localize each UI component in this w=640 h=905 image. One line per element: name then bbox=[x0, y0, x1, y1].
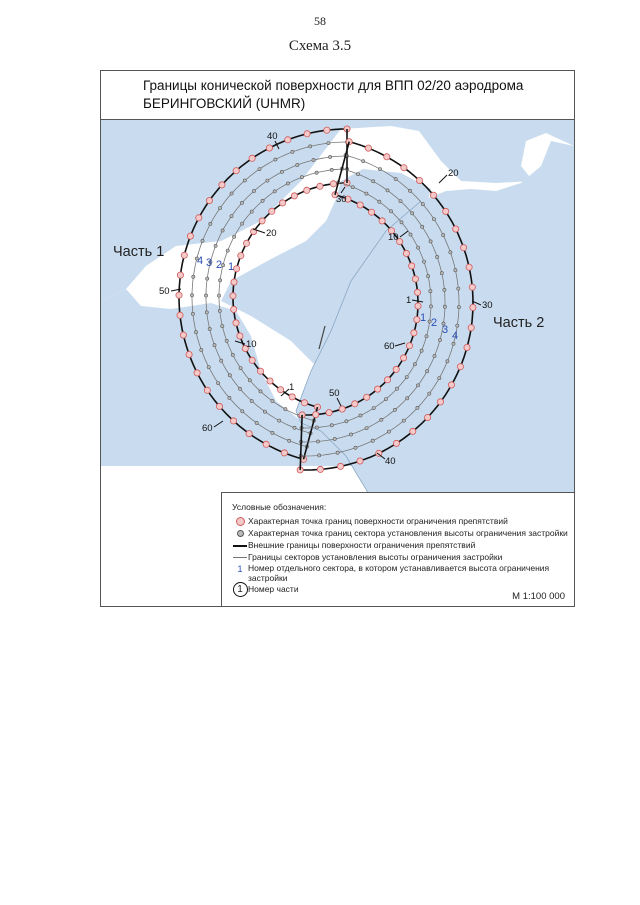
part2-obstacle-point bbox=[437, 399, 443, 405]
part1-sector-point bbox=[231, 353, 234, 356]
part2-sector-point bbox=[362, 160, 365, 163]
part2-obstacle-point bbox=[411, 330, 417, 336]
part1-sector-4: 4 bbox=[197, 255, 204, 267]
part2-sector-point bbox=[429, 240, 432, 243]
part2-obstacle-point bbox=[403, 250, 409, 256]
part1-sector-point bbox=[273, 190, 276, 193]
legend-title: Условные обозначения: bbox=[232, 502, 327, 512]
part2-sector-point bbox=[433, 354, 436, 357]
part2-sector-point bbox=[393, 408, 396, 411]
part1-sector-point bbox=[312, 158, 315, 161]
obstacle-point-symbol-icon bbox=[236, 517, 245, 526]
part2-sector-point bbox=[399, 200, 402, 203]
part2-obstacle-point bbox=[464, 344, 470, 350]
part1-obstacle-point bbox=[233, 168, 239, 174]
part2-obstacle-point bbox=[393, 366, 399, 372]
part2-sector-point bbox=[411, 212, 414, 215]
part2-obstacle-point bbox=[365, 145, 371, 151]
part2-obstacle-point bbox=[412, 276, 418, 282]
legend-row-sector-point: Характерная точка границ сектора установления высоты ограничения застройки bbox=[232, 528, 568, 540]
part1-sector-point bbox=[217, 294, 220, 297]
part1-sector-point bbox=[218, 207, 221, 210]
p1-label-50: 50 bbox=[159, 286, 170, 297]
part2-obstacle-point bbox=[410, 428, 416, 434]
part1-sector-point bbox=[194, 331, 197, 334]
part-1-label: Часть 1 bbox=[113, 244, 165, 260]
part2-sector-point bbox=[442, 234, 445, 237]
part1-obstacle-point bbox=[243, 240, 249, 246]
part1-sector-point bbox=[315, 171, 318, 174]
part2-sector-point bbox=[440, 272, 443, 275]
part1-sector-point bbox=[239, 367, 242, 370]
part1-obstacle-point bbox=[304, 131, 310, 137]
part1-obstacle-point bbox=[278, 387, 284, 393]
part1-obstacle-point bbox=[187, 233, 193, 239]
part1-obstacle-point bbox=[186, 351, 192, 357]
part2-sector-point bbox=[432, 218, 435, 221]
part1-obstacle-point bbox=[301, 400, 307, 406]
part1-obstacle-point bbox=[280, 200, 286, 206]
legend-row-obstacle-point: Характерная точка границ поверхности ограничения препятствий bbox=[232, 516, 508, 528]
part1-obstacle-point bbox=[194, 370, 200, 376]
part1-sector-point bbox=[280, 170, 283, 173]
part2-sector-point bbox=[316, 440, 319, 443]
part2-sector-point bbox=[416, 406, 419, 409]
part1-sector-point bbox=[190, 294, 193, 297]
part2-sector-point bbox=[413, 363, 416, 366]
part2-obstacle-point bbox=[384, 154, 390, 160]
part2-sector-point bbox=[378, 200, 381, 203]
part2-obstacle-point bbox=[461, 245, 467, 251]
part2-sector-point bbox=[386, 189, 389, 192]
part2-sector-point bbox=[417, 246, 420, 249]
part1-obstacle-point bbox=[324, 127, 330, 133]
page-number: 58 bbox=[314, 14, 326, 28]
part2-sector-point bbox=[416, 384, 419, 387]
part1-sector-point bbox=[230, 215, 233, 218]
part1-obstacle-point bbox=[177, 312, 183, 318]
part2-obstacle-point bbox=[375, 386, 381, 392]
part1-obstacle-point bbox=[216, 403, 222, 409]
part1-sector-point bbox=[250, 399, 253, 402]
part2-sector-point bbox=[349, 433, 352, 436]
part2-obstacle-point bbox=[364, 394, 370, 400]
scheme-title: Схема 3.5 bbox=[288, 38, 352, 54]
part1-sector-point bbox=[209, 222, 212, 225]
part2-sector-point bbox=[356, 173, 359, 176]
part2-sector-point bbox=[318, 454, 321, 457]
part1-sector-1: 1 bbox=[228, 261, 235, 273]
part2-obstacle-point bbox=[406, 343, 412, 349]
map-title: Границы конической поверхности для ВПП 02/20 аэродрома БЕРИНГОВСКИЙ (UHMR) bbox=[143, 78, 524, 111]
part2-sector-point bbox=[372, 180, 375, 183]
p1-label-20: 20 bbox=[266, 228, 277, 239]
part2-obstacle-point bbox=[415, 303, 421, 309]
p2-label-40: 40 bbox=[385, 456, 396, 467]
map-frame bbox=[100, 70, 575, 607]
p2-label-1: 1 bbox=[406, 295, 412, 306]
part2-sector-point bbox=[422, 260, 425, 263]
p2-label-20: 20 bbox=[448, 168, 459, 179]
part1-sector-point bbox=[271, 431, 274, 434]
part1-sector-point bbox=[250, 210, 253, 213]
part2-sector-point bbox=[454, 269, 457, 272]
part2-sector-1: 1 bbox=[420, 312, 427, 324]
part1-sector-point bbox=[241, 410, 244, 413]
part1-sector-point bbox=[228, 374, 231, 377]
part1-sector-point bbox=[225, 339, 228, 342]
sector-number-symbol: 1 bbox=[237, 563, 243, 574]
part2-sector-point bbox=[438, 377, 441, 380]
part1-sector-point bbox=[266, 179, 269, 182]
part2-obstacle-point bbox=[409, 263, 415, 269]
part1-obstacle-point bbox=[196, 215, 202, 221]
part2-sector-4: 4 bbox=[452, 330, 459, 342]
part1-obstacle-point bbox=[238, 253, 244, 259]
part2-obstacle-point bbox=[416, 177, 422, 183]
p1-label-10: 10 bbox=[246, 339, 257, 350]
part1-sector-point bbox=[238, 387, 241, 390]
part2-sector-point bbox=[330, 424, 333, 427]
part1-sector-point bbox=[248, 379, 251, 382]
part2-sector-point bbox=[315, 426, 318, 429]
part2-sector-point bbox=[345, 420, 348, 423]
part2-sector-point bbox=[354, 446, 357, 449]
map-scale: М 1:100 000 bbox=[512, 591, 565, 602]
part1-obstacle-point bbox=[231, 306, 237, 312]
part2-sector-point bbox=[421, 203, 424, 206]
part1-sector-3: 3 bbox=[206, 257, 213, 269]
part2-obstacle-point bbox=[414, 289, 420, 295]
part2-sector-point bbox=[457, 287, 460, 290]
legend-row-outer-border: Внешние границы поверхности ограничения препятствий bbox=[232, 540, 475, 552]
part1-sector-point bbox=[192, 275, 195, 278]
part2-sector-point bbox=[389, 210, 392, 213]
outer-border-line-icon bbox=[233, 545, 247, 547]
part1-sector-point bbox=[252, 189, 255, 192]
part1-sector-point bbox=[288, 439, 291, 442]
part2-sector-point bbox=[449, 251, 452, 254]
part2-sector-point bbox=[429, 290, 432, 293]
part1-sector-point bbox=[286, 182, 289, 185]
part1-obstacle-point bbox=[266, 145, 272, 151]
part1-sector-point bbox=[228, 396, 231, 399]
part2-sector-point bbox=[428, 392, 431, 395]
part1-sector-point bbox=[221, 229, 224, 232]
sector-point-symbol-icon bbox=[237, 530, 244, 537]
part2-sector-point bbox=[421, 225, 424, 228]
part1-obstacle-point bbox=[180, 332, 186, 338]
part2-sector-point bbox=[333, 437, 336, 440]
p1-label-1: 1 bbox=[289, 382, 295, 393]
part1-obstacle-point bbox=[204, 387, 210, 393]
part1-obstacle-point bbox=[177, 272, 183, 278]
part1-sector-point bbox=[296, 163, 299, 166]
part1-obstacle-point bbox=[304, 187, 310, 193]
part1-sector-point bbox=[291, 150, 294, 153]
part1-sector-point bbox=[243, 179, 246, 182]
part1-sector-point bbox=[233, 235, 236, 238]
part1-sector-point bbox=[255, 421, 258, 424]
p2-label-10: 10 bbox=[388, 232, 399, 243]
part2-obstacle-point bbox=[317, 466, 323, 472]
part1-sector-point bbox=[293, 426, 296, 429]
part1-obstacle-point bbox=[249, 155, 255, 161]
part1-obstacle-point bbox=[246, 431, 252, 437]
part1-obstacle-point bbox=[237, 333, 243, 339]
part2-sector-point bbox=[420, 349, 423, 352]
part2-obstacle-point bbox=[337, 463, 343, 469]
part1-sector-point bbox=[191, 312, 194, 315]
part1-sector-point bbox=[217, 382, 220, 385]
part2-sector-point bbox=[380, 418, 383, 421]
part2-obstacle-point bbox=[326, 410, 332, 416]
part1-sector-point bbox=[219, 279, 222, 282]
part2-sector-point bbox=[365, 427, 368, 430]
part2-sector-point bbox=[438, 338, 441, 341]
part1-sector-point bbox=[300, 176, 303, 179]
part2-sector-point bbox=[456, 324, 459, 327]
p1-label-60: 60 bbox=[202, 423, 213, 434]
p1-label-30: 30 bbox=[336, 194, 347, 205]
part1-obstacle-point bbox=[317, 183, 323, 189]
part2-sector-point bbox=[443, 288, 446, 291]
part2-obstacle-point bbox=[466, 264, 472, 270]
part1-sector-point bbox=[263, 410, 266, 413]
part2-sector-point bbox=[406, 397, 409, 400]
part-number-symbol-icon: 1 bbox=[233, 582, 248, 597]
part1-sector-point bbox=[221, 325, 224, 328]
map-header bbox=[101, 71, 574, 120]
part1-obstacle-point bbox=[289, 394, 295, 400]
legend-row-sector-border: Границы секторов установления высоты ограничения застройки bbox=[232, 552, 502, 564]
part2-sector-point bbox=[452, 342, 455, 345]
part2-obstacle-point bbox=[470, 304, 476, 310]
part2-sector-2: 2 bbox=[431, 317, 438, 329]
part1-sector-point bbox=[329, 155, 332, 158]
part2-sector-point bbox=[359, 414, 362, 417]
part2-obstacle-point bbox=[457, 364, 463, 370]
part2-obstacle-point bbox=[443, 208, 449, 214]
part1-obstacle-point bbox=[285, 137, 291, 143]
part2-obstacle-point bbox=[414, 317, 420, 323]
part-2-label: Часть 2 bbox=[493, 315, 545, 331]
part2-sector-point bbox=[443, 305, 446, 308]
part1-obstacle-point bbox=[176, 292, 182, 298]
part1-obstacle-point bbox=[263, 441, 269, 447]
part2-obstacle-point bbox=[313, 412, 319, 418]
part1-obstacle-point bbox=[219, 182, 225, 188]
part1-sector-point bbox=[208, 327, 211, 330]
part1-obstacle-point bbox=[281, 450, 287, 456]
part2-sector-point bbox=[425, 335, 428, 338]
part2-sector-point bbox=[446, 360, 449, 363]
part2-sector-point bbox=[408, 189, 411, 192]
part2-sector-point bbox=[351, 186, 354, 189]
part2-sector-point bbox=[429, 305, 432, 308]
part1-sector-point bbox=[309, 145, 312, 148]
part1-obstacle-point bbox=[206, 198, 212, 204]
part2-obstacle-point bbox=[425, 414, 431, 420]
part2-obstacle-point bbox=[384, 377, 390, 383]
part1-sector-point bbox=[241, 222, 244, 225]
part1-sector-point bbox=[206, 277, 209, 280]
p2-label-50: 50 bbox=[329, 388, 340, 399]
part2-obstacle-point bbox=[369, 209, 375, 215]
part1-obstacle-point bbox=[249, 357, 255, 363]
part2-obstacle-point bbox=[401, 165, 407, 171]
part2-sector-point bbox=[378, 168, 381, 171]
part2-obstacle-point bbox=[352, 401, 358, 407]
part1-obstacle-point bbox=[269, 208, 275, 214]
part2-obstacle-point bbox=[357, 202, 363, 208]
part2-obstacle-point bbox=[401, 355, 407, 361]
part1-obstacle-point bbox=[231, 279, 237, 285]
part2-sector-point bbox=[365, 192, 368, 195]
part2-sector-point bbox=[436, 255, 439, 258]
part1-sector-point bbox=[330, 168, 333, 171]
part1-sector-point bbox=[240, 201, 243, 204]
p1-label-40: 40 bbox=[267, 131, 278, 142]
part1-sector-point bbox=[226, 249, 229, 252]
part1-sector-point bbox=[214, 244, 217, 247]
part2-obstacle-point bbox=[339, 406, 345, 412]
part1-obstacle-point bbox=[230, 418, 236, 424]
part2-sector-point bbox=[395, 387, 398, 390]
part2-sector-point bbox=[387, 430, 390, 433]
part1-sector-point bbox=[204, 294, 207, 297]
part1-obstacle-point bbox=[259, 218, 265, 224]
part1-obstacle-point bbox=[267, 378, 273, 384]
part2-obstacle-point bbox=[448, 382, 454, 388]
part1-sector-point bbox=[259, 390, 262, 393]
part2-sector-point bbox=[371, 439, 374, 442]
legend-row-sector-number: 1 Номер отдельного сектора, в котором устанавливается высота ограничения застройки bbox=[237, 563, 550, 583]
part1-sector-2: 2 bbox=[216, 259, 223, 271]
part2-obstacle-point bbox=[453, 226, 459, 232]
part1-sector-point bbox=[218, 309, 221, 312]
part1-sector-point bbox=[220, 359, 223, 362]
part2-obstacle-point bbox=[357, 458, 363, 464]
p2-label-60: 60 bbox=[384, 341, 395, 352]
part1-obstacle-point bbox=[291, 193, 297, 199]
part1-obstacle-point bbox=[230, 293, 236, 299]
part1-sector-point bbox=[230, 192, 233, 195]
part1-sector-point bbox=[327, 142, 330, 145]
part2-sector-point bbox=[405, 376, 408, 379]
part2-sector-point bbox=[409, 233, 412, 236]
part1-obstacle-point bbox=[234, 266, 240, 272]
part1-obstacle-point bbox=[330, 181, 336, 187]
part1-sector-point bbox=[201, 239, 204, 242]
legend bbox=[221, 492, 575, 607]
part1-sector-point bbox=[200, 348, 203, 351]
part2-sector-point bbox=[402, 419, 405, 422]
part2-obstacle-point bbox=[430, 192, 436, 198]
part2-sector-3: 3 bbox=[442, 324, 449, 336]
part2-obstacle-point bbox=[468, 325, 474, 331]
part1-sector-point bbox=[258, 168, 261, 171]
part2-sector-point bbox=[394, 177, 397, 180]
part1-obstacle-point bbox=[257, 368, 263, 374]
part1-sector-point bbox=[207, 366, 210, 369]
part1-sector-point bbox=[261, 199, 264, 202]
sector-border-line-icon bbox=[233, 557, 247, 558]
p2-label-30: 30 bbox=[482, 300, 493, 311]
part2-obstacle-point bbox=[469, 284, 475, 290]
part2-sector-point bbox=[400, 221, 403, 224]
part2-sector-point bbox=[427, 275, 430, 278]
part2-sector-point bbox=[426, 370, 429, 373]
part2-obstacle-point bbox=[393, 440, 399, 446]
part2-obstacle-point bbox=[379, 218, 385, 224]
part1-sector-point bbox=[271, 399, 274, 402]
part2-sector-point bbox=[336, 451, 339, 454]
part1-sector-point bbox=[274, 158, 277, 161]
part1-sector-point bbox=[205, 311, 208, 314]
part1-sector-point bbox=[213, 344, 216, 347]
part2-sector-point bbox=[384, 398, 387, 401]
part1-obstacle-point bbox=[233, 320, 239, 326]
legend-row-part-number: 1 Номер части bbox=[232, 584, 299, 596]
part2-sector-point bbox=[372, 407, 375, 410]
part1-sector-point bbox=[278, 419, 281, 422]
part1-obstacle-point bbox=[181, 252, 187, 258]
part1-sector-point bbox=[284, 408, 287, 411]
part2-sector-point bbox=[457, 306, 460, 309]
